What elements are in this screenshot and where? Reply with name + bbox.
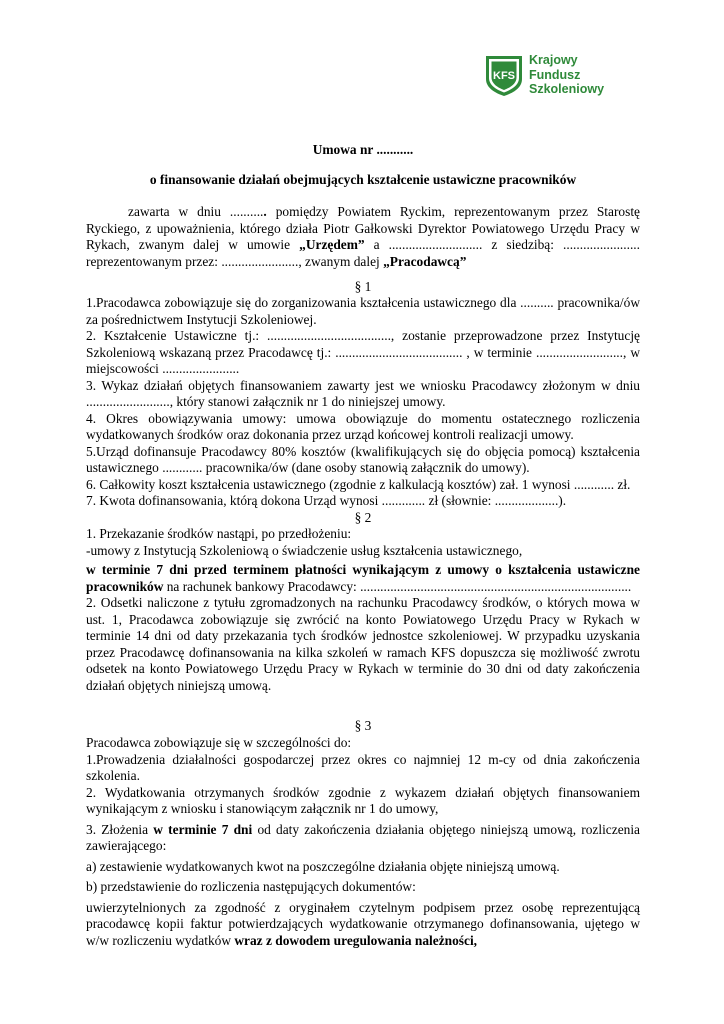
s3-item-a: a) zestawienie wydatkowanych kwot na poszczególne działania objęte niniejszą umową. <box>86 858 560 874</box>
s1-item-2: 2. Kształcenie Ustawiczne tj.: ....................................., zostanie przeprowadzone przez Instytucję Szkoleniową wskazaną przez Pracodawcę tj.: ...................................... , w terminie .........................., w miejscowości ....................... <box>86 328 640 376</box>
logo-badge-text: KFS <box>493 70 515 82</box>
s3-item-3 <box>86 822 640 855</box>
logo-line-2: Fundusz <box>529 67 581 82</box>
section-3-body <box>86 735 640 949</box>
s1-item-7: 7. Kwota dofinansowania, którą dokona Urząd wynosi ............. zł (słownie: ...................). <box>86 493 567 508</box>
s2-item-1b-deadline: w terminie 7 dni przed terminem płatności wynikającym z umowy o kształcenia ustawiczne pracowników <box>86 562 640 594</box>
intro-employer-details: a ............................ z siedzibą: ....................... reprezentowanym przez: ......................., zwanym dalej <box>86 237 641 269</box>
logo-line-3: Szkoleniowy <box>529 82 605 97</box>
s3-item-c-bold: wraz z dowodem uregulowania należności, <box>234 932 478 948</box>
s3-item-3-rest: od daty zakończenia działania objętego niniejszą umową, rozliczenia zawierającego: <box>86 821 640 853</box>
contract-title: Umowa nr ........... <box>312 142 414 157</box>
s3-lead: Pracodawca zobowiązuje się w szczególności do: <box>86 735 352 750</box>
s3-item-c-text: uwierzytelnionych za zgodność z oryginałem czytelnym podpisem przez osobę reprezentującą pracodawcę kopii faktur potwierdzających wydatkowanie otrzymanego dofinansowania, ujętego w w/w rozliczeniu wydatków <box>86 899 640 948</box>
section-2-body <box>86 526 640 694</box>
s3-item-b: b) przedstawienie do rozliczenia następujących dokumentów: <box>86 879 416 894</box>
s1-item-3: 3. Wykaz działań objętych finansowaniem zawarty jest we wniosku Pracodawcy złożonym w dniu ........................., który stanowi załącznik nr 1 do niniejszej umowy. <box>86 377 640 409</box>
s3-item-3-deadline: w terminie 7 dni <box>153 821 253 837</box>
contract-intro <box>86 204 640 270</box>
intro-pracodawca: „Pracodawcą” <box>383 253 467 269</box>
section-1-body <box>86 295 640 510</box>
s2-item-1a: -umowy z Instytucją Szkoleniową o świadczenie usług kształcenia ustawicznego, <box>86 542 523 558</box>
s1-item-6: 6. Całkowity koszt kształcenia ustawicznego (zgodnie z kalkulacją kosztów) zał. 1 wynosi ............ zł. <box>86 476 631 492</box>
s3-item-c <box>86 900 640 950</box>
s2-item-1: 1. Przekazanie środków nastąpi, po przedłożeniu: <box>86 526 352 541</box>
contract-subtitle: o finansowanie działań obejmujących kształcenie ustawiczne pracowników <box>149 172 577 187</box>
logo-wordmark <box>529 53 604 97</box>
s1-item-5: 5.Urząd dofinansuje Pracodawcy 80% kosztów (kwalifikujących się do objęcia pomocą) kształcenia ustawicznego ............ pracownika/ów (dane osoby stanowią załącznik do umowy). <box>86 443 640 475</box>
section-1-heading: § 1 <box>354 279 372 294</box>
s1-item-4: 4. Okres obowiązywania umowy: umowa obowiązuje do momentu ostatecznego rozliczenia wydatkowanych środków oraz dokonania przez urząd końcowej kontroli realizacji umowy. <box>86 410 640 442</box>
s3-item-3-start: 3. Złożenia <box>86 821 154 837</box>
kfs-shield-icon <box>481 52 527 98</box>
logo-line-1: Krajowy <box>529 53 578 68</box>
s2-item-2: 2. Odsetki naliczone z tytułu zgromadzonych na rachunku Pracodawcy środków, o których mowa w ust. 1, Pracodawca zobowiązuje się zwrócić na konto Powiatowego Urzędu Pracy w Rykach w terminie 14 dni od daty przekazania tych środków jednostce szkoleniowej. W przypadku uzyskania przez Pracodawcę dofinansowania na kilka szkoleń w ramach KFS dopuszcza się możliwość zwrotu odsetek na konto Powiatowego Urzędu Pracy w Rykach w terminie do 30 dni od daty zakończenia działań objętych niniejszą umową. <box>86 595 640 693</box>
intro-parties: pomiędzy Powiatem Ryckim, reprezentowanym przez Starostę Ryckiego, z upoważnienia, którego działa Piotr Gałkowski Dyrektor Powiatowego Urzędu Pracy w Rykach, zwanym dalej w umowie <box>86 204 640 252</box>
s1-item-1: 1.Pracodawca zobowiązuje się do zorganizowania kształcenia ustawicznego dla .......... pracownika/ów za pośrednictwem Instytucji Szkoleniowej. <box>86 295 640 327</box>
intro-date: zawarta w dniu .......... <box>128 204 264 219</box>
s2-item-1b-account: na rachunek bankowy Pracodawcy: ................................................................................. <box>163 578 632 594</box>
s3-item-2: 2. Wydatkowania otrzymanych środków zgodnie z wykazem działań objętych finansowaniem wynikającym z wniosku i stanowiącym załącznik nr 1 do umowy, <box>86 784 640 816</box>
section-2-heading: § 2 <box>354 510 372 525</box>
kfs-logo <box>481 52 604 98</box>
s2-item-1b <box>86 562 640 595</box>
s3-item-1: 1.Prowadzenia działalności gospodarczej przez okres co najmniej 12 m-cy od dnia zakończenia szkolenia. <box>86 751 640 783</box>
section-3-heading: § 3 <box>354 718 372 733</box>
intro-date-dot: . <box>263 204 267 219</box>
intro-urzad: „Urzędem” <box>299 237 365 252</box>
